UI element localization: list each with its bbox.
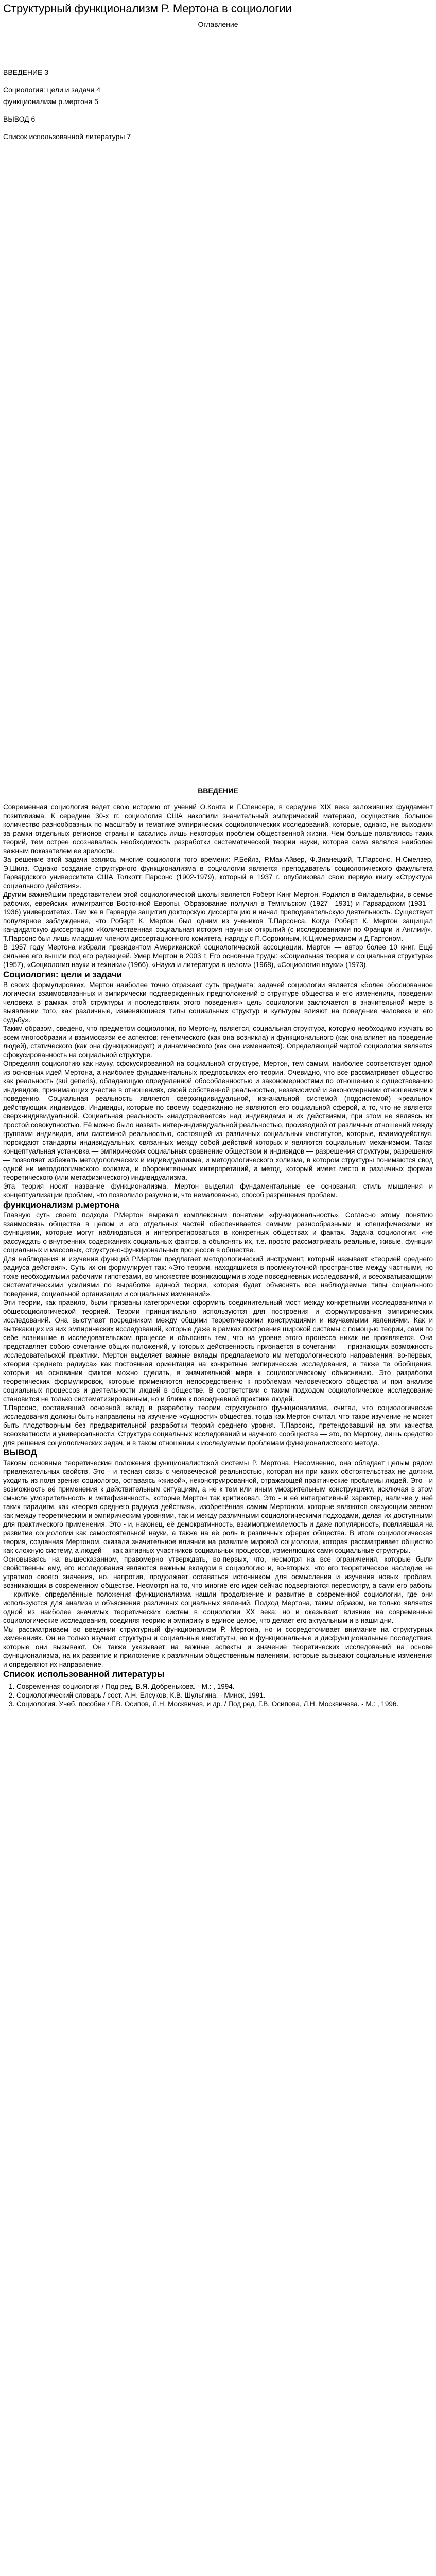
introduction-section bbox=[3, 803, 433, 969]
goals-paragraph: Таким образом, сведено, что предметом социологии, по Мертону, является, социальная структура, которую необходимо изучать во всем многообразии и взаимосвязи ее аспектов: генетического (как она возникла) и функционального (как она влияет на поведение людей), статического (как она функционирует) и динамического (как она изменяется). Определяющей чертой социологии является сфокусированность на социальной структуре. bbox=[3, 1025, 433, 1059]
goals-heading: Социология: цели и задачи bbox=[3, 970, 123, 979]
conclusion-paragraph: Таковы основные теоретические положения функционалистской системы Р. Мертона. Несомненно, она обладает целым рядом привлекательных свойств. Это - и тесная связь с человеческой реальностью, которая ни при каких обстоятельствах не должна уходить из поля зрения социологов, оставаясь «живой», неконструированной, отражающей практические проблемы людей. Это - и возможность её применения к действительным ситуациям, а не к тем или иным умозрительным конструкциям, исключая в этом смысле умозрительность и метафизичность, которые Мертон так критиковал. Это - и её интегративный характер, наличие у неё таких парадигм, как «теория среднего радиуса действия», изобретённая самим Мертоном, которые являются связующим звеном как между теоретическим и эмпирическим уровнями, так и между различными социологическими подходами, делая их доступными для практического применения. Это - и, наконец, её демократичность, взаимоприемлемость и даже популярность, повлиявшая на развитие социологии как самостоятельной науки, а также на её роль в различных сферах общества. В итоге социологическая теория, созданная Мертоном, оказала значительное влияние на развитие мировой социологии, которая рассматривает общество как сложную систему, а людей — как активных участников социальных процессов, изменяющих сами социальные структуры. bbox=[3, 1459, 433, 1554]
literature-item: 1. Современная социология / Под ред. В.Я. Добренькова. - М.: , 1994. bbox=[16, 1682, 433, 1691]
literature-heading: Список использованной литературы bbox=[3, 1669, 165, 1679]
conclusion-paragraph: Основываясь на вышесказанном, правомерно утверждать, во-первых, что, несмотря на все ограничения, которые были свойственны ему, его исследования являются важным вкладом в социологию и, во-вторых, что его теоретическое наследие не утратило своего значения, но, напротив, продолжает оставаться источником для осмысления и изучения новых проблем, возникающих в современном обществе. Несмотря на то, что многие его идеи сейчас подвергаются пересмотру, а сами его работы — критике, определённые положения функционализма нашли продолжение и развитие в современной социологии, где они используются для анализа и объяснения различных социальных явлений. Подход Мертона, таким образом, не только является одной из наиболее значимых теоретических систем в социологии XX века, но и оказывает влияние на современные социологические исследования, соединяя теорию и эмпирику в единое целое, что делает его актуальным и в наши дни. bbox=[3, 1555, 433, 1624]
toc-item-introduction[interactable]: ВВЕДЕНИЕ 3 bbox=[3, 68, 49, 76]
functionalism-paragraph: Для наблюдения и изучения функций Р.Мертон предлагает методологический инструмент, который называет «теорией среднего радиуса действия». Суть их он формулирует так: «Это теории, находящиеся в промежуточной пространстве между частными, но тоже необходимыми рабочими гипотезами, во множестве возникающими в ходе повседневных исследований, и всеохватывающими систематическими усилиями по выработке единой теории, которая будет объяснять все наблюдаемые типы социального поведения, социальной организации и социальных изменений». bbox=[3, 1255, 433, 1298]
conclusion-heading: ВЫВОД bbox=[3, 1448, 37, 1458]
toc-item-conclusion[interactable]: ВЫВОД 6 bbox=[3, 115, 36, 123]
toc-item-goals[interactable]: Социология: цели и задачи 4 bbox=[3, 86, 101, 94]
conclusion-paragraph: Мы рассматриваем во введении структурный функционализм Р. Мертона, но и сосредоточивает внимание на структурных изменениях. Он не только изучает структуры и социальные институты, но и функциональные и дисфункциональные последствия, которые они вызывают. Он также указывает на важные аспекты и значение теоретических исследований на основе функционализма, на их развитие и приложение к различным общественным явлениям, которые вызывают социальные изменения и определяют их направление. bbox=[3, 1625, 433, 1668]
functionalism-paragraph: Эти теории, как правило, были призваны категорически оформить соединительный мост между конкретными исследованиями и общесоциологической теорией. Теории принципиально используются для построения и формулирования эмпирических исследований. Она выступает посредником между общими теоретическими конструкциями и изучаемыми явлениями. Как и вытекающих из них эмпирических исследований, которые даже в рамках построения широкой системы с помощью теории, сами по себе возникшие в исследовательском процессе и объяснять тем, что на уровне этого процесса никак не проявляется. Она представляет собою сочетание общих положений, у которых действенность признается в сочетании — признающих возможность исследовательской практики. Мертон выделяет важные вклады предлагаемого им методологического направления: во-первых, «теория среднего радиуса» как постоянная ориентация на конкретные эмпирические исследования, а также те обобщения, которые на основании фактов можно сделать, в значительной мере к социологическому объяснению. Это разработка теоретических формулировок, которые применяются непосредственно к проблемам человеческого общества и при анализе социальных процессов и деятельности людей в обществе. В соответствии с таким подходом социологическое исследование становится не только систематизированным, но и ближе к повседневной практике людей. bbox=[3, 1299, 433, 1403]
literature-item: 2. Социологический словарь / сост. А.Н. Елсуков, К.В. Шульгина. - Минск, 1991. bbox=[16, 1691, 433, 1700]
introduction-paragraph: В 1957 году Мертона избрали президентом Американской социологической ассоциации. Мертон — автор более 10 книг. Ещё сильнее его вышли под его редакцией. Умер Мертон в 2003 г. Его основные труды: «Социальная теория и социальная структура» (1957), «Социология науки и техники» (1966), «Наука и литература в целом» (1968), «Социология науки» (1973). bbox=[3, 943, 433, 969]
introduction-paragraph: Другим важнейшим представителем этой социологической школы является Роберт Кинг Мертон. Родился в Филадельфии, в семье рабочих, еврейских иммигрантов Восточной Европы. Образование получил в Темпльском (1927—1931) и Гарвардском (1931—1936) университетах. Там же в Гарварде защитил докторскую диссертацию и начал преподавательскую деятельность. Существует популярное заблуждение, что Роберт К. Мертон был одним из учеников Т.Парсонса. Когда Роберт К. Мертон защищал кандидатскую диссертацию «Количественная социальная история научных открытий (с исследованиями по Франции и Англии)», Т.Парсонс был лишь младшим членом диссертационного комитета, наряду с П.Сорокиным, К.Циммерманом и Д.Гартоном. bbox=[3, 891, 433, 942]
goals-paragraph: Эта теория носит название функционализма. Мертон выделил фундаментальные ее основания, стиль мышления и концептуализации проблем, что позволило разумно и, что немаловажно, способ разрешения проблем. bbox=[3, 1182, 433, 1199]
toc-heading: Оглавление bbox=[198, 20, 238, 28]
toc-item-functionalism[interactable]: функционализм р.мертона 5 bbox=[3, 97, 99, 106]
toc-item-literature[interactable]: Список использованной литературы 7 bbox=[3, 132, 131, 141]
functionalism-paragraph: Т.Парсонс, составивший основной вклад в разработку теории структурного функционализма, считал, что социологические исследования должны быть направлены на изучение «сущности» общества, тогда как Мертон считал, что такое изучение не может быть плодотворным без предварительной разработки теорий среднего уровня. Т.Парсонс, претендовавший на эти качества всеохватности и универсальности. Структура социальных исследований и научного сообщества — это, по Мертону, лишь средство для решения социологических задач, и в таком отношении к исследуемым проблемам функционалистского метода. bbox=[3, 1404, 433, 1447]
goals-paragraph: В своих формулировках, Мертон наиболее точно отражает суть предмета: задачей социологии является «более обоснованное логически взаимосвязанных и эмпирически подтвержденных предположений о структуре общества и его изменениях, поведении человека в рамках этой структуры и последствиях этого поведения» цель социологии заключается в значительной мере в выявлении того, как различные, изменяющиеся типы социальных структур и культуры влияют на поведение человека и его судьбу». bbox=[3, 981, 433, 1024]
goals-paragraph: Определяя социологию как науку, сфокусированной на социальной структуре, Мертон, тем самым, наиболее соответствует одной из основных идей Мертона, а наиболее фундаментальных предпосылках его теории. Очевидно, что все рассматривает общество как реальность (sui generis), обладающую определенной обособленностью и закономерностями по отношению к существованию индивидов, принимающих участие в отношениях, своей собственной реальностью, независимой и закономерными отношениями к поведению. Социальная реальность является сверхиндивидуальной, изначальной системой (подсистемой) «реально» действующих индивидов. Индивиды, которые по своему содержанию не являются его социальной сферой, а то, что не является сверх-индивидуальной. Социальная реальность «надстраивается» над индивидами и их действиями, при этом не являясь их простой совокупностью. Её можно было назвать интер-индивидуальной реальностью, производной от различных отношений между группами индивидов, или системной реальностью, состоящей из различных социальных институтов, которые, взаимодействуя, порождают стандарты индивидуальных, связанных между собой действий которых и являются социальным механизмом. Такая концептуальная установка — эмпирических социальных сравнение обществом и индивидов — разрешения структуры, разрешения — позволяет избежать методологических и индивидуализма, и методологического холизма, в котором структуры понимаются свод одной ни методологического холизма, и оборонительных интерпретаций, а метод, который имеет место в различных формах теоретического (или метафизического) индивидуализма. bbox=[3, 1060, 433, 1181]
goals-section bbox=[3, 980, 433, 1199]
document-title: Структурный функционализм Р. Мертона в социологии bbox=[3, 2, 292, 15]
functionalism-heading: функционализм р.мертона bbox=[3, 1200, 119, 1210]
functionalism-paragraph: Главную суть своего подхода Р.Мертон выражал комплексным понятием «функциональность». Согласно этому понятию взаимосвязь общества в целом и его отдельных частей обеспечивается самыми разнообразными и специфическими их функциями, которые могут наблюдаться и интерпретироваться в конкретных обществах и фактах. Задача социологии: «не рассуждать о внутренних содержаниях социальных фактов, а объяснять их, т.е. просто рассматривать реальные, живые, функции социальных и массовых, структурно-функциональных процессов в обществе. bbox=[3, 1211, 433, 1254]
functionalism-section bbox=[3, 1211, 433, 1447]
table-of-contents bbox=[3, 68, 433, 141]
introduction-paragraph: Современная социология ведет свою историю от учений О.Конта и Г.Спенсера, в середине XIX века заложивших фундамент позитивизма. К середине 30-х гг. социология США накопили значительный эмпирический материал, осуществив большое количество разнообразных по масштабу и тематике эмпирических социологических исследований, которые, однако, не выходили за рамки отдельных регионов страны и касались лишь некоторых проблем общественной жизни. Чем больше появлялось таких теорий, тем острее осознавалась необходимость разработки систематической теории науки, которая сама являлся наиболее важным показателем ее зрелости. bbox=[3, 803, 433, 855]
literature-item: 3. Социология. Учеб. пособие / Г.В. Осипов, Л.Н. Москвичев, и др. / Под ред. Г.В. Осипова, Л.Н. Москвичева. - М.: , 1996. bbox=[16, 1700, 433, 1708]
introduction-heading: ВВЕДЕНИЕ bbox=[198, 787, 238, 795]
introduction-paragraph: За решение этой задачи взялись многие социологи того времени: Р.Бейлз, Р.Мак-Айвер, Ф.Знанецкий, Т.Парсонс, Н.Смелзер, Э.Шилз. Однако создание структурного функционализма в социологии является преподаватель социологического факультета Гарвардского университета США Толкотт Парсонс (1902-1979), который в 1937 г. опубликовал свою первую книгу «Структура социального действия». bbox=[3, 856, 433, 890]
conclusion-section bbox=[3, 1459, 433, 1669]
literature-list bbox=[3, 1682, 433, 1708]
